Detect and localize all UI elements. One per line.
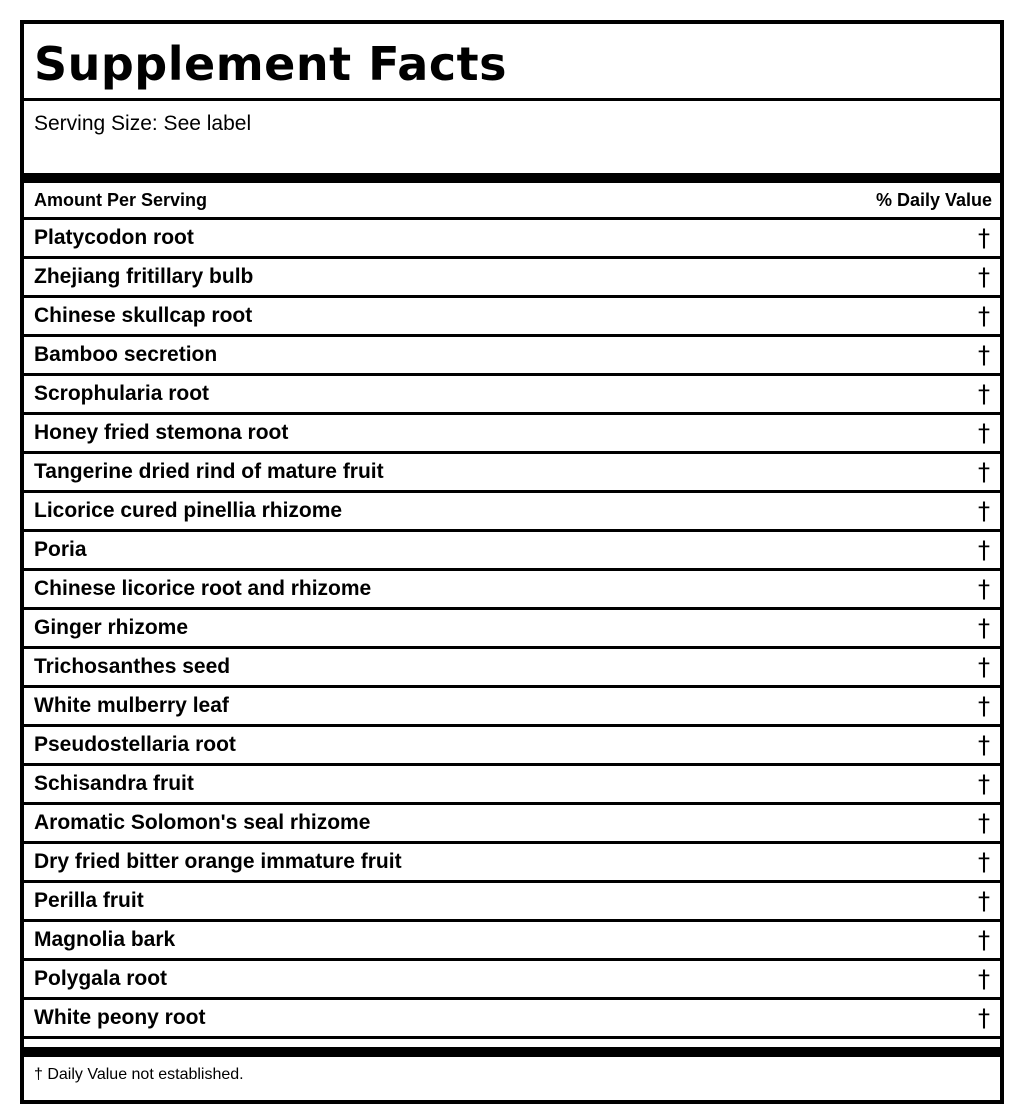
daily-value-mark: †: [978, 809, 990, 837]
ingredient-row: [24, 844, 1000, 883]
ingredient-name: Perilla fruit: [34, 889, 144, 912]
daily-value-mark: †: [978, 887, 990, 915]
daily-value-mark: †: [978, 575, 990, 603]
ingredient-name: Tangerine dried rind of mature fruit: [34, 460, 384, 483]
ingredient-row: [24, 298, 1000, 337]
daily-value-mark: †: [978, 653, 990, 681]
ingredient-name: Scrophularia root: [34, 382, 210, 405]
ingredient-name: Licorice cured pinellia rhizome: [34, 499, 343, 522]
daily-value-mark: †: [978, 458, 990, 486]
ingredient-name: Zhejiang fritillary bulb: [34, 265, 254, 288]
ingredient-name: Bamboo secretion: [34, 343, 218, 366]
daily-value-mark: †: [978, 692, 990, 720]
ingredient-row: [24, 922, 1000, 961]
ingredient-name: Ginger rhizome: [34, 616, 189, 639]
ingredient-row: [24, 610, 1000, 649]
ingredient-row: [24, 766, 1000, 805]
daily-value-mark: †: [978, 302, 990, 330]
daily-value-mark: †: [978, 1004, 990, 1032]
footnote: † Daily Value not established.: [34, 1066, 244, 1083]
ingredient-name: Polygala root: [34, 967, 168, 990]
ingredient-name: Poria: [34, 538, 87, 561]
panel-title: Supplement Facts: [24, 24, 1000, 101]
ingredient-row: [24, 532, 1000, 571]
ingredient-row: [24, 571, 1000, 610]
ingredient-name: Trichosanthes seed: [34, 655, 231, 678]
column-header: [24, 183, 1000, 220]
daily-value-mark: †: [978, 848, 990, 876]
ingredient-name: Honey fried stemona root: [34, 421, 289, 444]
daily-value-mark: †: [978, 263, 990, 291]
serving-size: Serving Size: See label: [34, 112, 252, 135]
ingredient-name: Platycodon root: [34, 226, 194, 249]
ingredient-name: White mulberry leaf: [34, 694, 229, 717]
ingredient-row: [24, 493, 1000, 532]
ingredient-row: [24, 805, 1000, 844]
daily-value-mark: †: [978, 224, 990, 252]
daily-value-mark: †: [978, 341, 990, 369]
ingredient-row: [24, 1000, 1000, 1039]
ingredient-name: Magnolia bark: [34, 928, 176, 951]
ingredient-name: Chinese skullcap root: [34, 304, 253, 327]
daily-value-mark: †: [978, 536, 990, 564]
supplement-facts-panel: [20, 20, 1004, 1104]
bottom-spacer: [24, 1039, 1000, 1047]
thick-divider-bottom: [24, 1047, 1000, 1057]
daily-value-label: % Daily Value: [875, 189, 992, 210]
thick-divider: [24, 173, 1000, 183]
ingredient-row: [24, 220, 1000, 259]
amount-per-serving-label: Amount Per Serving: [34, 189, 208, 210]
ingredient-row: [24, 259, 1000, 298]
daily-value-mark: †: [978, 614, 990, 642]
ingredient-row: [24, 649, 1000, 688]
daily-value-mark: †: [978, 965, 990, 993]
ingredient-name: White peony root: [34, 1006, 206, 1029]
ingredient-row: [24, 337, 1000, 376]
daily-value-mark: †: [978, 770, 990, 798]
daily-value-mark: †: [978, 380, 990, 408]
ingredient-name: Dry fried bitter orange immature fruit: [34, 850, 402, 873]
ingredient-row: [24, 727, 1000, 766]
ingredient-row: [24, 454, 1000, 493]
ingredient-name: Chinese licorice root and rhizome: [34, 577, 372, 600]
ingredient-name: Aromatic Solomon's seal rhizome: [34, 811, 371, 834]
ingredient-list: [24, 220, 1000, 1039]
ingredient-row: [24, 883, 1000, 922]
ingredient-row: [24, 961, 1000, 1000]
ingredient-name: Pseudostellaria root: [34, 733, 236, 756]
ingredient-name: Schisandra fruit: [34, 772, 194, 795]
daily-value-mark: †: [978, 926, 990, 954]
ingredient-row: [24, 376, 1000, 415]
ingredient-row: [24, 415, 1000, 454]
daily-value-mark: †: [978, 731, 990, 759]
ingredient-row: [24, 688, 1000, 727]
daily-value-mark: †: [978, 497, 990, 525]
daily-value-mark: †: [978, 419, 990, 447]
